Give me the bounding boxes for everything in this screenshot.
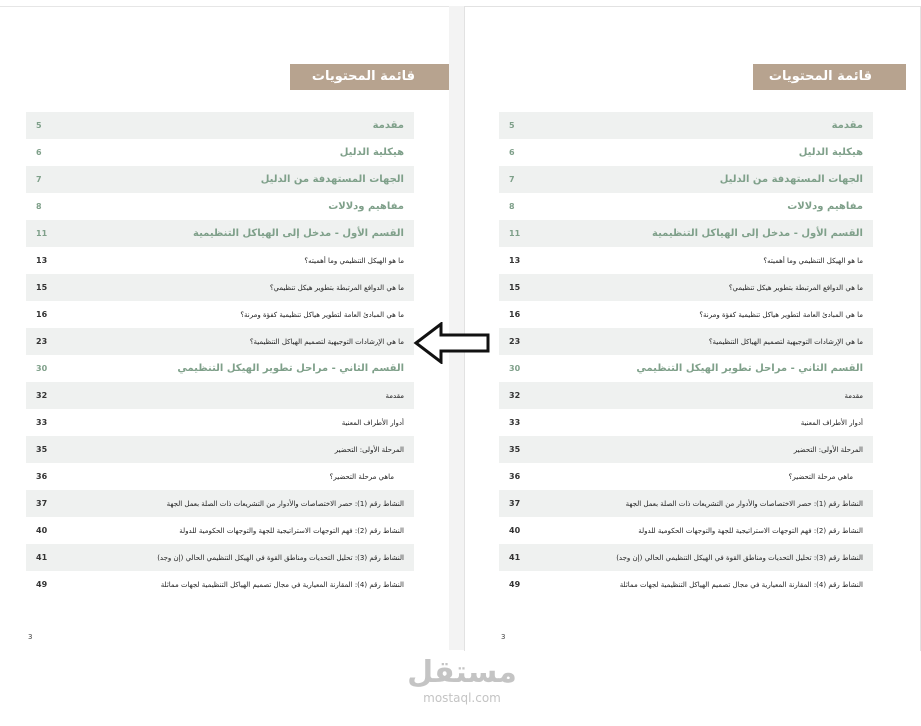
toc-row [26, 490, 414, 517]
toc-entry-label: النشاط رقم (2): فهم التوجهات الاستراتيجية للجهة والتوجهات الحكومية للدولة [179, 526, 404, 535]
toc-entry-label: الجهات المستهدفة من الدليل [719, 174, 863, 185]
toc-entry-label: مقدمة [844, 391, 863, 400]
toc-page-number: 33 [509, 418, 521, 427]
toc-entry-label: ما هو الهيكل التنظيمي وما أهميته؟ [304, 256, 404, 265]
toc-entry-label: المرحلة الأولى: التحضير [793, 445, 863, 454]
toc-row [26, 328, 414, 355]
toc-entry-label: ما هي الإرشادات التوجيهية لتصميم الهياكل التنظيمية؟ [708, 337, 863, 346]
toc-list [499, 112, 873, 598]
toc-row [26, 301, 414, 328]
toc-entry-label: المرحلة الأولى: التحضير [334, 445, 404, 454]
toc-entry-label: القسم الأول - مدخل إلى الهياكل التنظيمية [652, 228, 863, 239]
toc-page-number: 13 [509, 256, 521, 265]
watermark-brand: مستقل [407, 655, 517, 690]
toc-entry-label: ما هو الهيكل التنظيمي وما أهميته؟ [763, 256, 863, 265]
page-right [464, 6, 921, 651]
toc-page-number: 40 [36, 526, 48, 535]
toc-page-number: 36 [36, 472, 48, 481]
toc-entry-label: القسم الثاني - مراحل تطوير الهيكل التنظيمي [177, 363, 404, 374]
toc-entry-label: النشاط رقم (1): حصر الاختصاصات والأدوار من التشريعات ذات الصلة بعمل الجهة [166, 499, 404, 508]
toc-title: قائمة المحتويات [290, 64, 449, 90]
toc-entry-label: مفاهيم ودلالات [787, 201, 863, 212]
toc-row [499, 436, 873, 463]
toc-entry-label: النشاط رقم (1): حصر الاختصاصات والأدوار من التشريعات ذات الصلة بعمل الجهة [625, 499, 863, 508]
toc-row [499, 382, 873, 409]
toc-row [26, 220, 414, 247]
toc-row [499, 139, 873, 166]
toc-page-number: 11 [509, 229, 521, 238]
toc-row [26, 247, 414, 274]
toc-page-number: 11 [36, 229, 48, 238]
toc-page-number: 8 [509, 202, 515, 211]
toc-page-number: 35 [36, 445, 48, 454]
toc-page-number: 5 [36, 121, 42, 130]
toc-entry-label: مقدمة [831, 120, 863, 131]
toc-entry-label: ماهي مرحلة التحضير؟ [788, 472, 853, 481]
toc-page-number: 16 [509, 310, 521, 319]
toc-page-number: 23 [36, 337, 48, 346]
toc-page-number: 23 [509, 337, 521, 346]
toc-page-number: 13 [36, 256, 48, 265]
toc-entry-label: النشاط رقم (4): المقارنة المعيارية في مجال تصميم الهياكل التنظيمية لجهات مماثلة [619, 580, 863, 589]
toc-page-number: 6 [509, 148, 515, 157]
toc-entry-label: أدوار الأطراف المعنية [341, 418, 404, 427]
toc-entry-label: مقدمة [372, 120, 404, 131]
toc-row [26, 139, 414, 166]
toc-row [26, 382, 414, 409]
toc-row [499, 274, 873, 301]
toc-page-number: 32 [36, 391, 48, 400]
toc-entry-label: ما هي المبادئ العامة لتطوير هياكل تنظيمية كفؤة ومرنة؟ [240, 310, 404, 319]
toc-row [499, 328, 873, 355]
toc-entry-label: النشاط رقم (2): فهم التوجهات الاستراتيجية للجهة والتوجهات الحكومية للدولة [638, 526, 863, 535]
toc-entry-label: ما هي الدوافع المرتبطة بتطوير هيكل تنظيمي؟ [269, 283, 404, 292]
toc-row [499, 571, 873, 598]
toc-row [26, 166, 414, 193]
toc-entry-label: ما هي الدوافع المرتبطة بتطوير هيكل تنظيمي؟ [728, 283, 863, 292]
left-arrow-outline-icon [413, 322, 491, 364]
toc-row [26, 517, 414, 544]
toc-page-number: 33 [36, 418, 48, 427]
toc-entry-label: القسم الأول - مدخل إلى الهياكل التنظيمية [193, 228, 404, 239]
toc-row [499, 193, 873, 220]
toc-entry-label: الجهات المستهدفة من الدليل [260, 174, 404, 185]
toc-row [26, 112, 414, 139]
toc-entry-label: أدوار الأطراف المعنية [800, 418, 863, 427]
toc-page-number: 5 [509, 121, 515, 130]
toc-entry-label: مقدمة [385, 391, 404, 400]
page-number: 3 [28, 633, 33, 641]
toc-page-number: 40 [509, 526, 521, 535]
toc-page-number: 15 [509, 283, 521, 292]
toc-row [499, 409, 873, 436]
toc-row [499, 490, 873, 517]
watermark-domain: mostaql.com [423, 691, 501, 705]
toc-entry-label: النشاط رقم (4): المقارنة المعيارية في مجال تصميم الهياكل التنظيمية لجهات مماثلة [160, 580, 404, 589]
toc-row [499, 355, 873, 382]
page-number: 3 [501, 633, 506, 641]
toc-list [26, 112, 414, 598]
toc-entry-label: القسم الثاني - مراحل تطوير الهيكل التنظيمي [636, 363, 863, 374]
toc-page-number: 30 [36, 364, 48, 373]
toc-page-number: 36 [509, 472, 521, 481]
toc-row [26, 274, 414, 301]
toc-row [499, 463, 873, 490]
toc-entry-label: النشاط رقم (3): تحليل التحديات ومناطق القوة في الهيكل التنظيمي الحالي (إن وجد) [157, 553, 404, 562]
toc-row [26, 544, 414, 571]
toc-page-number: 41 [36, 553, 48, 562]
toc-page-number: 35 [509, 445, 521, 454]
toc-page-number: 30 [509, 364, 521, 373]
toc-entry-label: مفاهيم ودلالات [328, 201, 404, 212]
toc-row [499, 112, 873, 139]
toc-entry-label: ما هي المبادئ العامة لتطوير هياكل تنظيمية كفؤة ومرنة؟ [699, 310, 863, 319]
toc-page-number: 37 [36, 499, 48, 508]
page-left [0, 6, 449, 651]
toc-page-number: 49 [509, 580, 521, 589]
toc-row [499, 220, 873, 247]
toc-row [26, 409, 414, 436]
toc-entry-label: النشاط رقم (3): تحليل التحديات ومناطق القوة في الهيكل التنظيمي الحالي (إن وجد) [616, 553, 863, 562]
toc-row [26, 436, 414, 463]
toc-page-number: 41 [509, 553, 521, 562]
toc-page-number: 37 [509, 499, 521, 508]
toc-page-number: 49 [36, 580, 48, 589]
toc-title: قائمة المحتويات [753, 64, 906, 90]
toc-row [26, 193, 414, 220]
toc-row [499, 166, 873, 193]
toc-entry-label: ماهي مرحلة التحضير؟ [329, 472, 394, 481]
toc-entry-label: هيكلية الدليل [339, 147, 404, 158]
toc-row [26, 571, 414, 598]
toc-page-number: 15 [36, 283, 48, 292]
toc-page-number: 6 [36, 148, 42, 157]
toc-row [499, 544, 873, 571]
toc-row [26, 355, 414, 382]
toc-entry-label: هيكلية الدليل [798, 147, 863, 158]
toc-row [26, 463, 414, 490]
toc-page-number: 16 [36, 310, 48, 319]
toc-row [499, 247, 873, 274]
toc-row [499, 301, 873, 328]
toc-page-number: 7 [36, 175, 42, 184]
mostaql-watermark [404, 656, 520, 712]
toc-page-number: 8 [36, 202, 42, 211]
toc-entry-label: ما هي الإرشادات التوجيهية لتصميم الهياكل التنظيمية؟ [249, 337, 404, 346]
toc-page-number: 7 [509, 175, 515, 184]
toc-row [499, 517, 873, 544]
toc-page-number: 32 [509, 391, 521, 400]
